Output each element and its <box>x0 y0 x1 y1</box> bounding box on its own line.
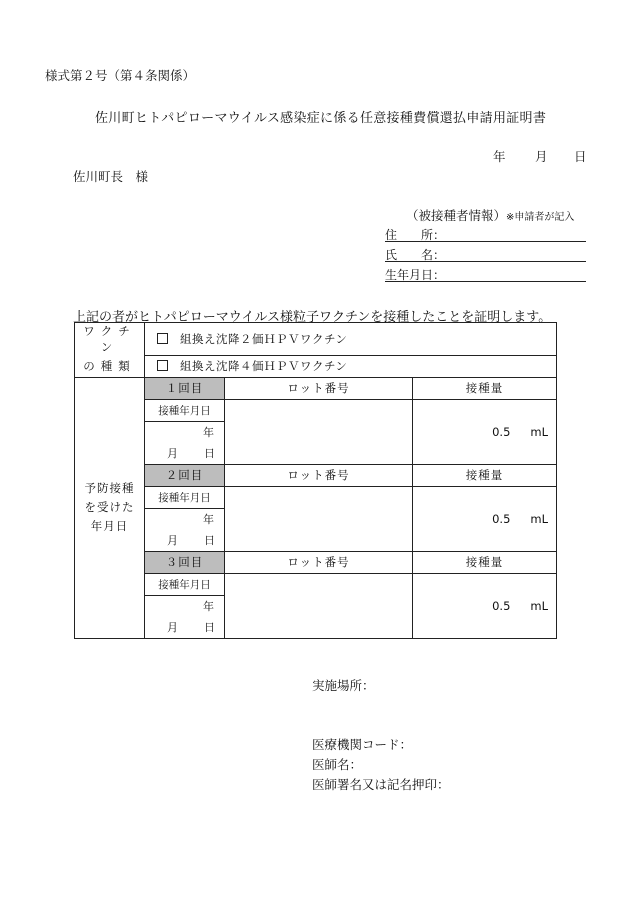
vaccine-option-label: 組換え沈降４価ＨＰＶワクチン <box>180 359 348 373</box>
month-label: 月 <box>167 621 178 634</box>
month-label: 月 <box>167 534 178 547</box>
vaccination-monthday-field[interactable] <box>145 617 225 639</box>
dose-unit: mL <box>530 424 548 439</box>
dose-amount-header: 接種量 <box>413 551 557 573</box>
day-label: 日 <box>204 447 215 460</box>
name-field-label: 氏 名： <box>385 248 446 262</box>
dose-label: ３回目 <box>145 551 225 573</box>
checkbox-icon[interactable] <box>157 333 168 344</box>
checkbox-icon[interactable] <box>157 360 168 371</box>
vaccination-year-field[interactable]: 年 <box>145 595 225 617</box>
location-label: 実施場所： <box>312 678 375 693</box>
certification-text: 上記の者がヒトパピローマウイルス様粒子ワクチンを接種したことを証明します。 <box>73 310 552 325</box>
dose-header-row <box>75 464 557 486</box>
vaccination-year-field[interactable]: 年 <box>145 421 225 443</box>
dose-date-row <box>75 486 557 508</box>
birthdate-field-label: 生年月日： <box>385 268 446 282</box>
patient-info-note: ※申請者が記入 <box>506 212 575 223</box>
lot-number-header: ロット番号 <box>225 464 413 486</box>
vaccination-date-label-line: 予防接種 <box>84 481 135 495</box>
vaccine-type-label-bottom: の種類 <box>75 355 145 377</box>
address-field-line[interactable] <box>385 241 586 242</box>
dose-amount-header: 接種量 <box>413 377 557 399</box>
vaccination-monthday-field[interactable] <box>145 443 225 465</box>
patient-info-title: （被接種者情報） <box>406 208 507 223</box>
dose-date-row <box>75 399 557 421</box>
dose-amount: 0.5 <box>492 598 511 613</box>
day-label: 日 <box>204 621 215 634</box>
dose-amount-header: 接種量 <box>413 464 557 486</box>
date-day-label: 日 <box>574 149 587 164</box>
vaccine-type-label-top: ワクチン <box>75 323 145 356</box>
lot-number-field[interactable] <box>225 573 413 638</box>
vaccination-date-field-label: 接種年月日 <box>145 399 225 421</box>
vaccination-date-field-label: 接種年月日 <box>145 573 225 595</box>
patient-info-header <box>406 206 574 224</box>
vaccination-date-label <box>75 377 145 638</box>
month-label: 月 <box>167 447 178 460</box>
dose-unit: mL <box>530 511 548 526</box>
vaccine-type-row <box>75 323 557 356</box>
form-number: 様式第２号（第４条関係） <box>45 68 196 83</box>
dose-amount-value <box>413 399 557 464</box>
vaccination-monthday-field[interactable] <box>145 530 225 552</box>
doctor-name-label: 医師名： <box>312 757 363 772</box>
vaccine-option-label: 組換え沈降２価ＨＰＶワクチン <box>180 331 348 346</box>
birthdate-field-line[interactable] <box>385 281 586 282</box>
vaccination-date-label-line: 年月日 <box>90 519 129 533</box>
dose-header-row <box>75 377 557 399</box>
lot-number-field[interactable] <box>225 486 413 551</box>
vaccination-table <box>74 322 557 639</box>
lot-number-header: ロット番号 <box>225 377 413 399</box>
vaccination-date-label-line: を受けた <box>84 500 135 514</box>
dose-header-row <box>75 551 557 573</box>
lot-number-header: ロット番号 <box>225 551 413 573</box>
vaccination-year-field[interactable]: 年 <box>145 508 225 530</box>
day-label: 日 <box>204 534 215 547</box>
dose-label: １回目 <box>145 377 225 399</box>
dose-amount-value <box>413 573 557 638</box>
dose-unit: mL <box>530 598 548 613</box>
name-field-line[interactable] <box>385 261 586 262</box>
address-field-label: 住 所： <box>385 228 446 242</box>
dose-amount: 0.5 <box>492 511 511 526</box>
dose-amount-value <box>413 486 557 551</box>
institution-code-label: 医療機関コード： <box>312 737 413 752</box>
dose-label: ２回目 <box>145 464 225 486</box>
vaccination-date-field-label: 接種年月日 <box>145 486 225 508</box>
addressee: 佐川町長 様 <box>73 169 149 184</box>
doctor-signature-label: 医師署名又は記名押印： <box>312 777 450 792</box>
vaccine-option-bivalent[interactable] <box>145 323 557 356</box>
dose-date-row <box>75 573 557 595</box>
dose-amount: 0.5 <box>492 424 511 439</box>
vaccine-option-quadrivalent[interactable] <box>145 355 557 377</box>
document-title: 佐川町ヒトパピローマウイルス感染症に係る任意接種費償還払申請用証明書 <box>95 111 547 126</box>
date-month-label: 月 <box>535 149 548 164</box>
date-year-label: 年 <box>493 149 506 164</box>
vaccine-type-row <box>75 355 557 377</box>
lot-number-field[interactable] <box>225 399 413 464</box>
